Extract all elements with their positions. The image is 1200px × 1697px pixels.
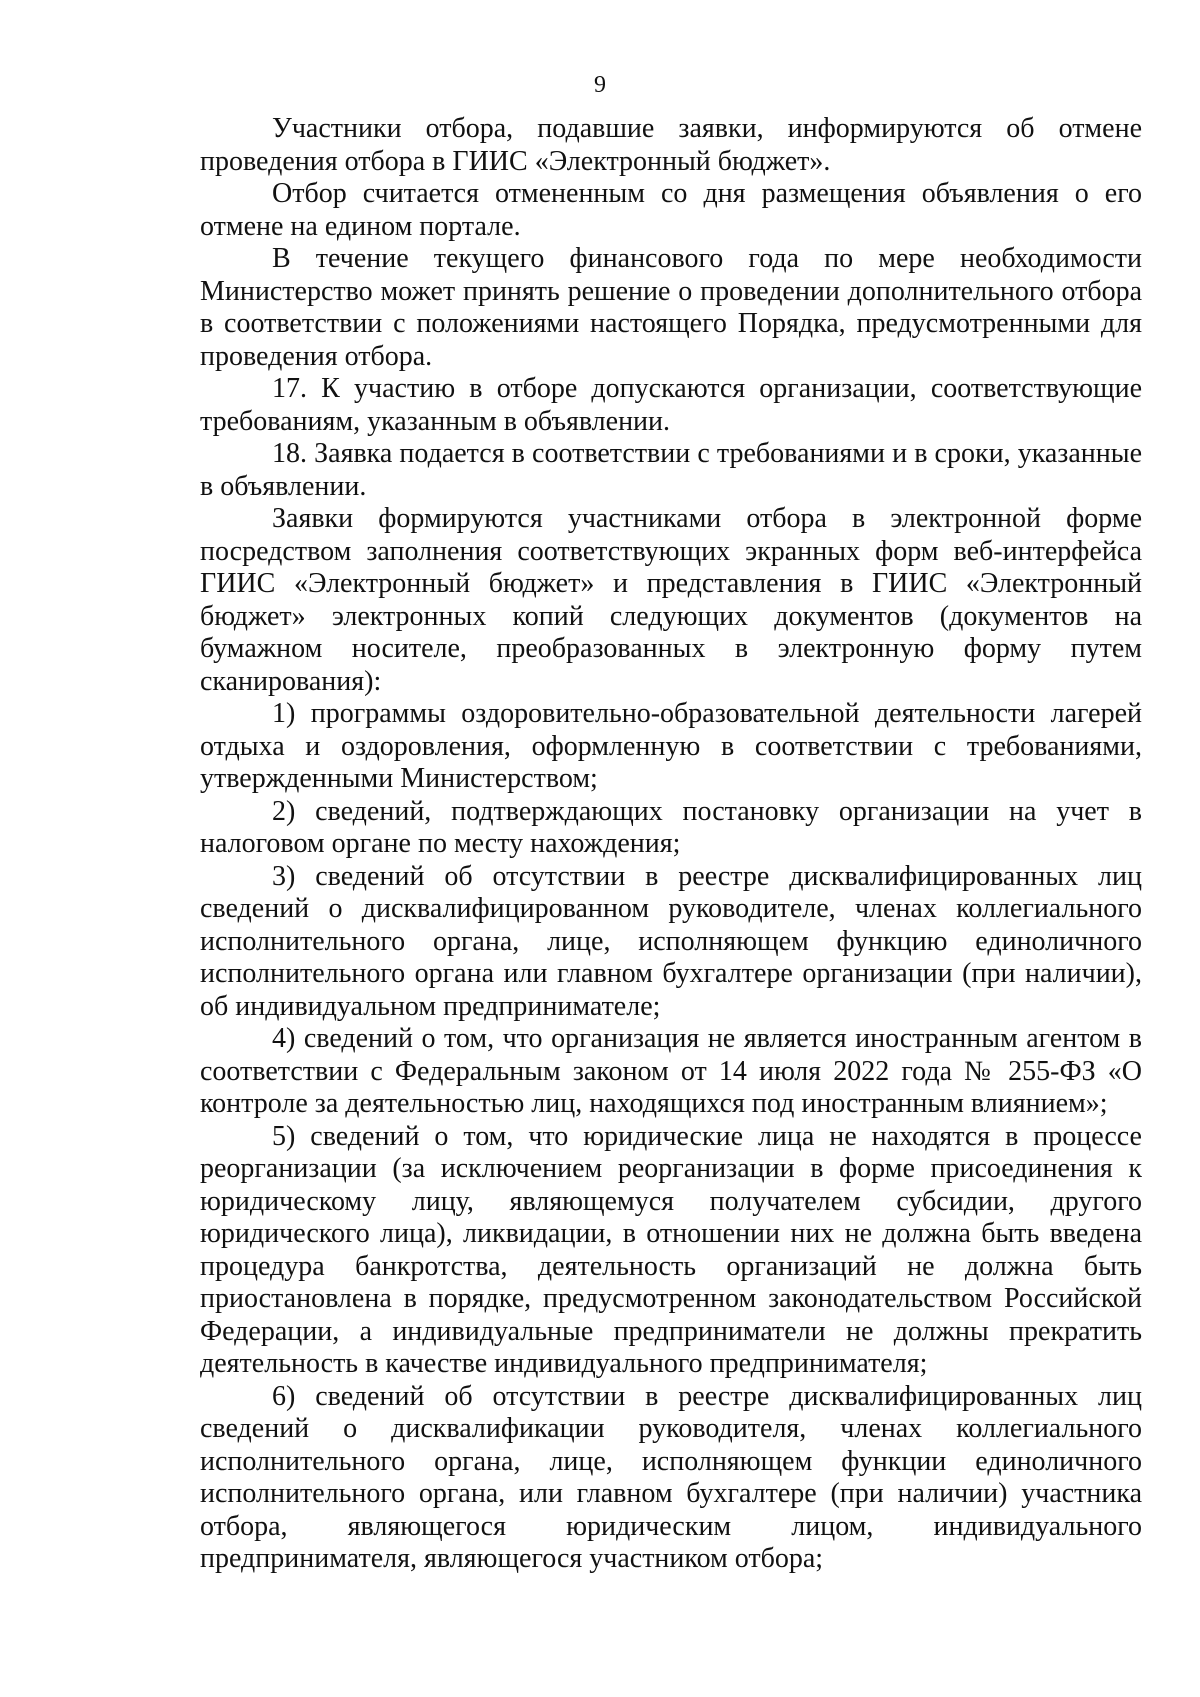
list-item-4: 4) сведений о том, что организация не является иностранным агентом в соответствии с Федеральным законом от 14 июля 2022 года № 255-ФЗ «О контроле за деятельностью лиц, находящихся под иностранным влиянием»;	[200, 1023, 1142, 1119]
paragraph-cancel-date: Отбор считается отмененным со дня размещения объявления о его отмене на едином портале.	[200, 178, 1142, 242]
list-item-3: 3) сведений об отсутствии в реестре дисквалифицированных лиц сведений о дисквалифицированном руководителе, членах коллегиального исполнительного органа, лице, исполняющем функцию единоличного исполнительного органа или главном бухгалтере организации (при наличии), об индивидуальном предпринимателе;	[200, 860, 1142, 1022]
list-item-1: 1) программы оздоровительно-образовательной деятельности лагерей отдыха и оздоровления, оформленную в соответствии с требованиями, утвержденными Министерством;	[200, 698, 1142, 794]
paragraph-cancel-notice: Участники отбора, подавшие заявки, информируются об отмене проведения отбора в ГИИС «Электронный бюджет».	[200, 113, 1142, 177]
paragraph-additional-selection: В течение текущего финансового года по мере необходимости Министерство может принять решение о проведении дополнительного отбора в соответствии с положениями настоящего Порядка, предусмотренными для проведения отбора.	[200, 243, 1142, 372]
paragraph-application-documents: Заявки формируются участниками отбора в электронной форме посредством заполнения соответствующих экранных форм веб-интерфейса ГИИС «Электронный бюджет» и представления в ГИИС «Электронный бюджет» электронных копий следующих документов (документов на бумажном носителе, преобразованных в электронную форму путем сканирования):	[200, 503, 1142, 697]
document-body	[200, 113, 1142, 1576]
paragraph-item-18: 18. Заявка подается в соответствии с требованиями и в сроки, указанные в объявлении.	[200, 438, 1142, 502]
page-number: 9	[594, 72, 606, 98]
list-item-2: 2) сведений, подтверждающих постановку организации на учет в налоговом органе по месту нахождения;	[200, 795, 1142, 859]
list-item-5: 5) сведений о том, что юридические лица не находятся в процессе реорганизации (за исключением реорганизации в форме присоединения к юридическому лицу, являющемуся получателем субсидии, другого юридического лица), ликвидации, в отношении них не должна быть введена процедура банкротства, деятельность организаций не должна быть приостановлена в порядке, предусмотренном законодательством Российской Федерации, а индивидуальные предприниматели не должны прекратить деятельность в качестве индивидуального предпринимателя;	[200, 1120, 1142, 1379]
paragraph-item-17: 17. К участию в отборе допускаются организации, соответствующие требованиям, указанным в объявлении.	[200, 373, 1142, 437]
list-item-6: 6) сведений об отсутствии в реестре дисквалифицированных лиц сведений о дисквалификации руководителя, членах коллегиального исполнительного органа, лице, исполняющем функции единоличного исполнительного органа, или главном бухгалтере (при наличии) участника отбора, являющегося юридическим лицом, индивидуального предпринимателя, являющегося участником отбора;	[200, 1380, 1142, 1574]
